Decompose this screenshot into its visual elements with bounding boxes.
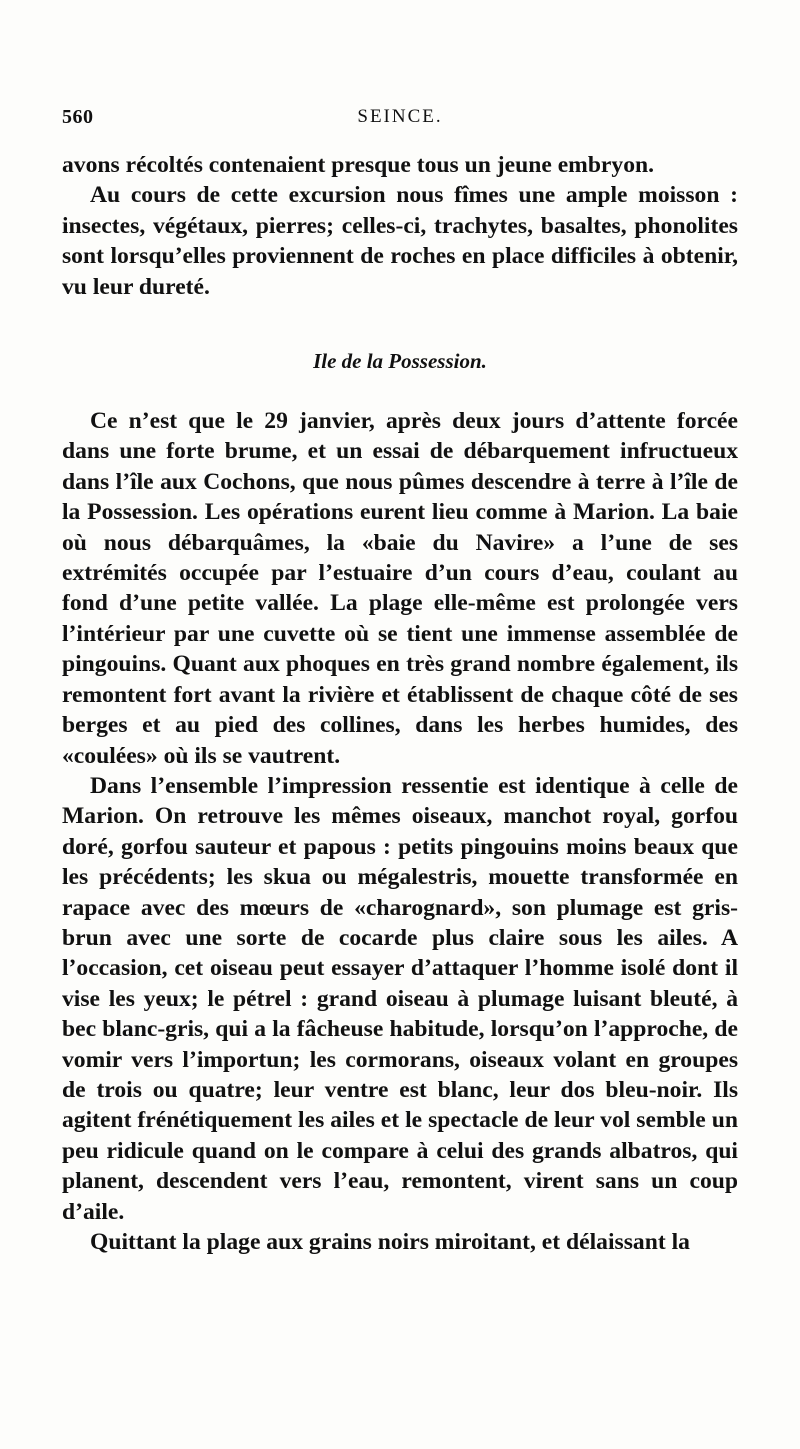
page-number: 560: [62, 106, 94, 128]
section-spacer: [62, 376, 738, 406]
section-spacer: [62, 302, 738, 346]
paragraph-5: Quittant la plage aux grains noirs miroitant, et délaissant la: [90, 1229, 690, 1255]
paragraph-4: Dans l’ensemble l’impression ressentie est identique à celle de Marion. On retrouve les mêmes oiseaux, manchot royal, gorfou doré, gorfou sauteur et papous : petits pingouins moins beaux que les précédents; les skua ou mégalestris, mouette transformée en rapace avec des mœurs de «charognard», son plumage est gris-brun avec une sorte de cocarde plus claire sous les ailes. A l’occasion, cet oiseau peut essayer d’attaquer l’homme isolé dont il vise les yeux; le pétrel : grand oiseau à plumage luisant bleuté, à bec blanc-gris, qui a la fâcheuse habitude, lorsqu’on l’approche, de vomir vers l’importun; les cormorans, oiseaux volant en groupes de trois ou quatre; leur ventre est blanc, leur dos bleu-noir. Ils agitent frénétiquement les ailes et le spectacle de leur vol semble un peu ridicule quand on le compare à celui des grands albatros, qui planent, descendent vers l’eau, remontent, virent sans un coup d’aile.: [62, 772, 738, 1225]
body-text: [62, 150, 738, 1257]
paragraph-1: avons récoltés contenaient presque tous un jeune embryon.: [62, 152, 655, 178]
running-head: SEINCE.: [357, 106, 443, 127]
page-header: [62, 106, 738, 136]
paragraph-2: Au cours de cette excursion nous fîmes une ample moisson : insectes, végétaux, pierres; celles-ci, trachytes, basaltes, phonolites sont lorsqu’elles proviennent de roches en place difficiles à obtenir, vu leur dureté.: [62, 182, 738, 300]
section-title: Ile de la Possession.: [313, 349, 487, 374]
paragraph-3: Ce n’est que le 29 janvier, après deux jours d’attente forcée dans une forte brume, et un essai de débarquement infructueux dans l’île aux Cochons, que nous pûmes descendre à terre à l’île de la Possession. Les opérations eurent lieu comme à Marion. La baie où nous débarquâmes, la «baie du Navire» a l’une de ses extrémités occupée par l’estuaire d’un cours d’eau, coulant au fond d’une petite vallée. La plage elle-même est prolongée vers l’intérieur par une cuvette où se tient une immense assemblée de pingouins. Quant aux phoques en très grand nombre également, ils remontent fort avant la rivière et établissent de chaque côté de ses berges et au pied des collines, dans les herbes humides, des «coulées» où ils se vautrent.: [62, 408, 738, 769]
